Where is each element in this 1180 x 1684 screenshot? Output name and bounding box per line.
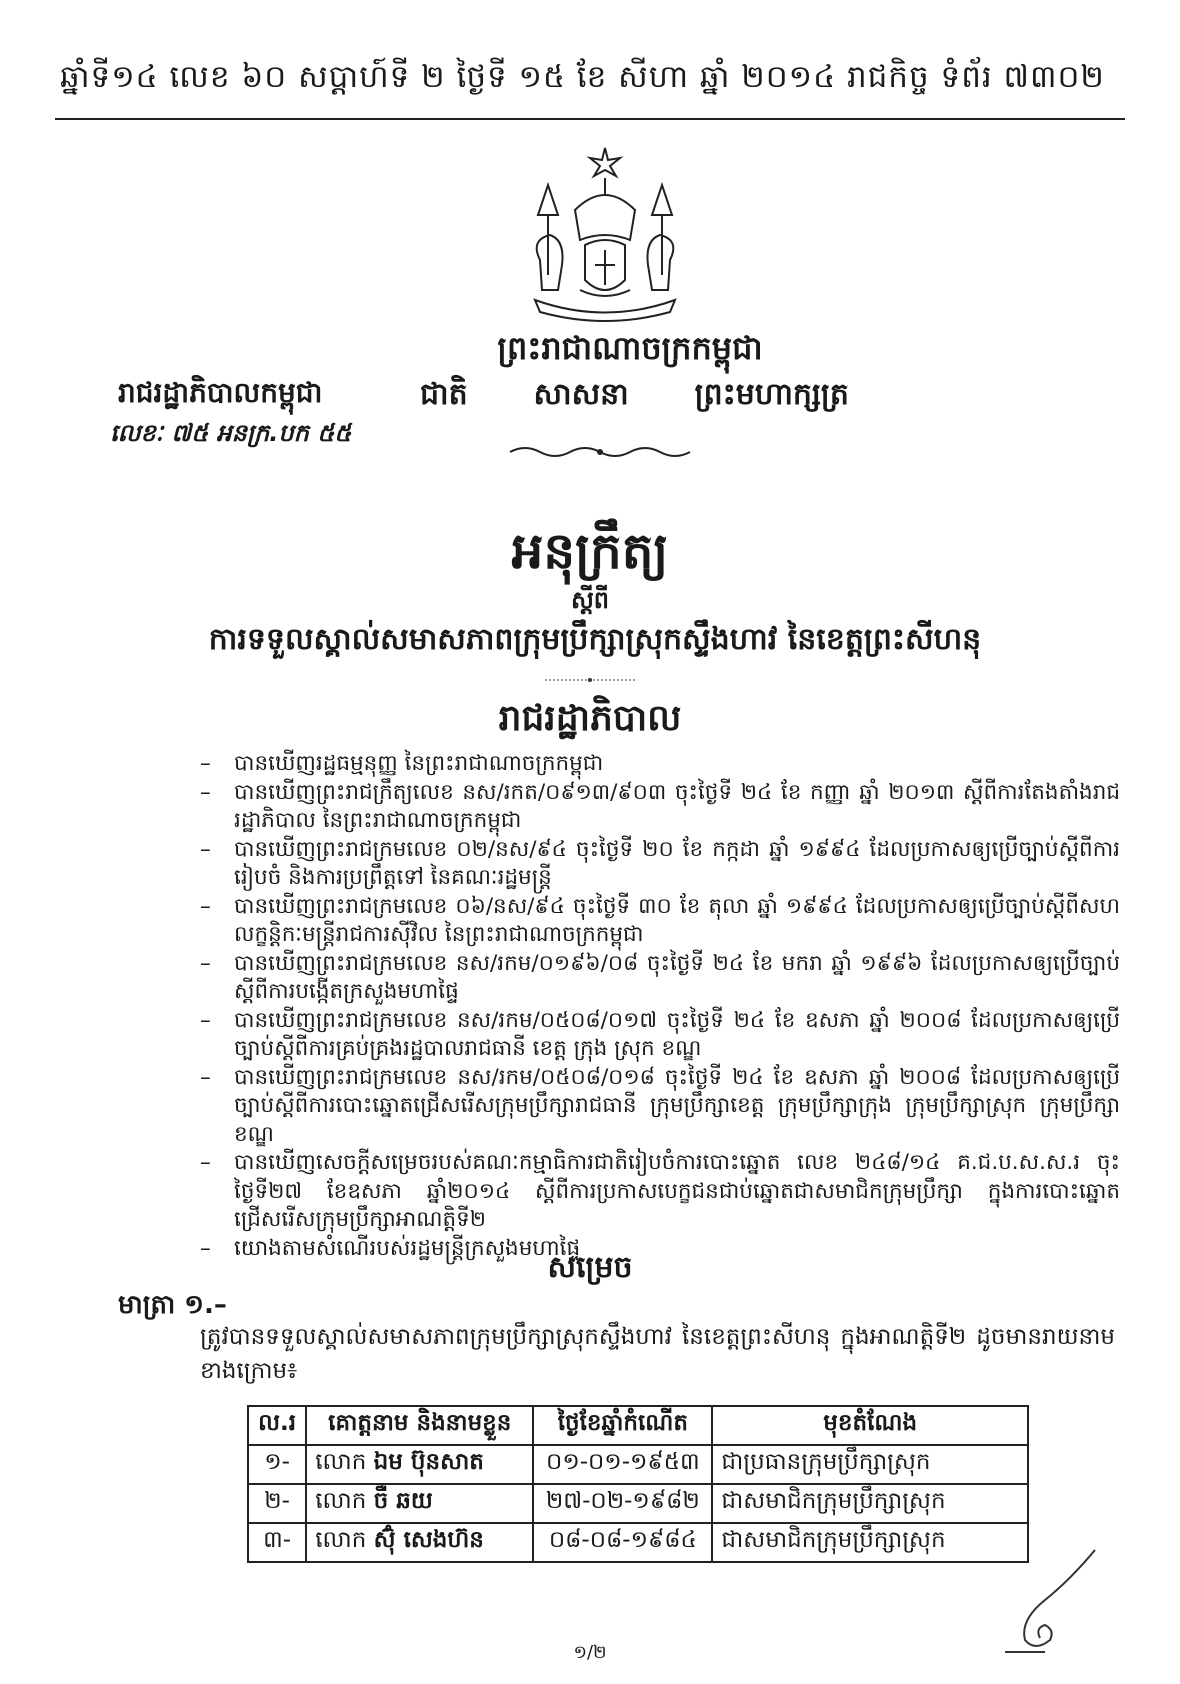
row-number: ២- (248, 1484, 306, 1523)
member-role: ជាសមាជិកក្រុមប្រឹក្សាស្រុក (712, 1484, 1028, 1523)
column-header-name: គោត្តនាម និងនាមខ្លួន (306, 1406, 533, 1445)
member-name: ចឺ ឆយ (373, 1488, 433, 1514)
motto-king: ព្រះមហាក្សត្រ (694, 377, 849, 412)
motto-nation: ជាតិ (420, 377, 468, 412)
row-number: ១- (248, 1445, 306, 1484)
member-dob: ០១-០១-១៩៥៣ (533, 1445, 712, 1484)
document-number: លេខៈ ៧៥ អនក្រ.បក ៥៥ (110, 419, 352, 447)
consideration-item: – បានឃើញព្រះរាជក្រមលេខ ០៦/នស/៩៤ ចុះថ្ងៃទី ៣០ ខែ តុលា ឆ្នាំ ១៩៩៤ ដែលប្រកាសឲ្យប្រើច្បាប់ស្តីពីសហលក្ខន្តិកៈមន្ត្រីរាជការស៊ីវិល នៃព្រះរាជាណាចក្រកម្ពុជា (200, 893, 1120, 947)
article-text: ត្រូវបានទទួលស្គាល់សមាសភាពក្រុមប្រឹក្សាស្រុកស្ទឹងហាវ នៃខេត្តព្រះសីហនុ ក្នុងអាណត្តិទី២ ដូចមានរាយនាមខាងក្រោម៖ (200, 1324, 1115, 1384)
consideration-item: – បានឃើញព្រះរាជក្រមលេខ នស/រកម/០៥០៨/០១៧ ចុះថ្ងៃទី ២៤ ខែ ឧសភា ឆ្នាំ ២០០៨ ដែលប្រកាសឲ្យប្រើច្បាប់ស្តីពីការគ្រប់គ្រងរដ្ឋបាលរាជធានី ខេត្ត ក្រុង ស្រុក ខណ្ឌ (200, 1007, 1120, 1061)
column-header-number: ល.រ (248, 1406, 306, 1445)
about-label: ស្តីពី (570, 586, 610, 614)
issuing-authority: រាជរដ្ឋាភិបាល (498, 698, 682, 739)
signature-icon (1000, 1540, 1110, 1660)
member-dob: ០៨-០៨-១៩៨៤ (533, 1523, 712, 1562)
decision-heading: សម្រេច (547, 1250, 633, 1285)
members-table (247, 1405, 1029, 1563)
gazette-header: ឆ្នាំទី១៤ លេខ ៦០ សប្តាហ៍ទី ២ ថ្ងៃទី ១៥ ខែ សីហា ឆ្នាំ ២០១៤ រាជកិច្ច ទំព័រ ៧៣០២ (60, 59, 1105, 95)
national-motto (420, 375, 900, 419)
table-row (248, 1484, 1028, 1523)
member-name-cell (306, 1445, 533, 1484)
member-name-cell (306, 1484, 533, 1523)
consideration-item: – បានឃើញសេចក្តីសម្រេចរបស់គណៈកម្មាធិការជាតិរៀបចំការបោះឆ្នោត លេខ ២៤៨/១៤ គ.ជ.ប.ស.ស.រ ចុះថ្ងៃទី២៧ ខែឧសភា ឆ្នាំ២០១៤ ស្តីពីការប្រកាសបេក្ខជនជាប់ឆ្នោតជាសមាជិកក្រុមប្រឹក្សា ក្នុងការបោះឆ្នោតជ្រើសរើសក្រុមប្រឹក្សាអាណត្តិទី២ (200, 1150, 1120, 1232)
table-row (248, 1523, 1028, 1562)
member-name: ឯម ប៊ុនសាត (373, 1449, 484, 1475)
member-role: ជាសមាជិកក្រុមប្រឹក្សាស្រុក (712, 1523, 1028, 1562)
member-title: លោក (315, 1488, 367, 1514)
consideration-item: – បានឃើញព្រះរាជក្រមលេខ នស/រកម/០១៩៦/០៨ ចុះថ្ងៃទី ២៤ ខែ មករា ឆ្នាំ ១៩៩៦ ដែលប្រកាសឲ្យប្រើច្បាប់ស្តីពីការបង្កើតក្រសួងមហាផ្ទៃ (200, 950, 1120, 1004)
member-title: លោក (315, 1449, 367, 1475)
member-name-cell (306, 1523, 533, 1562)
consideration-item: – បានឃើញព្រះរាជក្រមលេខ ០២/នស/៩៤ ចុះថ្ងៃទី ២០ ខែ កក្កដា ឆ្នាំ ១៩៩៤ ដែលប្រកាសឲ្យប្រើច្បាប់ស្តីពីការរៀបចំ និងការប្រព្រឹត្តទៅ នៃគណៈរដ្ឋមន្ត្រី (200, 836, 1120, 890)
consideration-item: – បានឃើញរដ្ឋធម្មនុញ្ញ នៃព្រះរាជាណាចក្រកម្ពុជា (200, 751, 604, 776)
consideration-item: – បានឃើញព្រះរាជក្រឹត្យលេខ នស/រកត/០៩១៣/៩០៣ ចុះថ្ងៃទី ២៤ ខែ កញ្ញា ឆ្នាំ ២០១៣ ស្តីពីការតែងតាំងរាជរដ្ឋាភិបាល នៃព្រះរាជាណាចក្រកម្ពុជា (200, 779, 1120, 833)
kingdom-title: ព្រះរាជាណាចក្រកម្ពុជា (497, 329, 763, 367)
table-row (248, 1445, 1028, 1484)
page-number: ១/២ (573, 1642, 607, 1663)
column-header-dob: ថ្ងៃខែឆ្នាំកំណើត (533, 1406, 712, 1445)
motto-religion: សាសនា (533, 377, 629, 412)
article-label: មាត្រា ១.– (118, 1290, 227, 1320)
member-name: ស៊ុំ សេងហ៊ន (373, 1527, 484, 1553)
document-subject: ការទទួលស្គាល់សមាសភាពក្រុមប្រឹក្សាស្រុកស្ទឹងហាវ នៃខេត្តព្រះសីហនុ (208, 622, 982, 657)
document-type: អនុក្រឹត្យ (511, 522, 669, 580)
ornament-divider-icon (505, 442, 695, 462)
consideration-item: – បានឃើញព្រះរាជក្រមលេខ នស/រកម/០៥០៨/០១៨ ចុះថ្ងៃទី ២៤ ខែ ឧសភា ឆ្នាំ ២០០៨ ដែលប្រកាសឲ្យប្រើច្បាប់ស្តីពីការបោះឆ្នោតជ្រើសរើសក្រុមប្រឹក្សារាជធានី ក្រុមប្រឹក្សាខេត្ត ក្រុមប្រឹក្សាក្រុង ក្រុមប្រឹក្សាស្រុក ក្រុមប្រឹក្សាខណ្ឌ (200, 1064, 1120, 1147)
government-name: រាជរដ្ឋាភិបាលកម្ពុជា (118, 376, 323, 409)
member-role: ជាប្រធានក្រុមប្រឹក្សាស្រុក (712, 1445, 1028, 1484)
consideration-item: – យោងតាមសំណើរបស់រដ្ឋមន្ត្រីក្រសួងមហាផ្ទៃ (200, 1235, 581, 1261)
column-header-role: មុខតំណែង (712, 1406, 1028, 1445)
member-title: លោក (315, 1527, 367, 1553)
member-dob: ២៧-០២-១៩៨២ (533, 1484, 712, 1523)
row-number: ៣- (248, 1523, 306, 1562)
section-divider-icon (545, 676, 635, 684)
royal-coat-of-arms-icon (520, 140, 690, 325)
considerations-list (200, 750, 1120, 1263)
table-header-row (248, 1406, 1028, 1445)
header-rule (55, 118, 1125, 120)
